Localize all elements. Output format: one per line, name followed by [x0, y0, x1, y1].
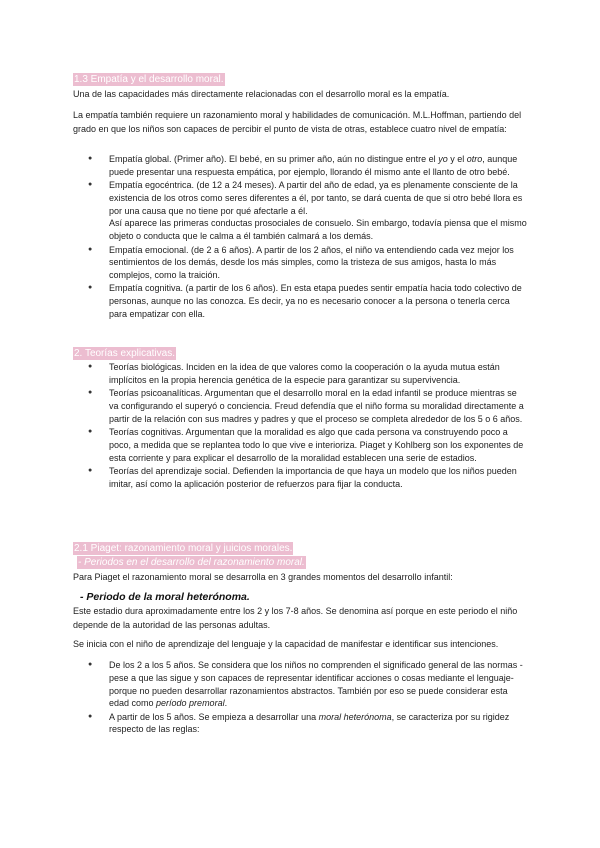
paragraph: Una de las capacidades más directamente relacionadas con el desarrollo moral es la empatía.	[73, 89, 450, 99]
heteronomous-stage-list	[73, 659, 528, 737]
subheading-heteronomous: - Periodo de la moral heterónoma.	[80, 591, 250, 603]
list-item: ● Empatía egocéntrica. (de 12 a 24 meses). A partir del año de edad, ya es plenamente consciente de la existencia de los otros como seres diferentes a él, por tanto, se dará cuenta de que si otro bebé llora es por una causa que no tiene por qué afectarle a él. Así aparece las primeras conductas prosociales de consuelo. Sin embargo, todavía piensa que el mismo objeto o conducta que le calma a él también calmará a los demás.	[73, 179, 528, 243]
paragraph: Se inicia con el niño de aprendizaje del lenguaje y la capacidad de manifestar e identificar sus intenciones.	[73, 639, 499, 649]
paragraph: Este estadio dura aproximadamente entre los 2 y los 7-8 años. Se denomina así porque en este periodo el niño depende de la autoridad de las personas adultas.	[73, 606, 518, 630]
list-item: ● Teorías psicoanalíticas. Argumentan que el desarrollo moral en la edad infantil se produce mientras se va configurando el superyó o conciencia. Freud defendía que el niño forma su moralidad directamente a partir de la relación con sus madres y padres y que el proceso se completa alrededor de los 5 o 6 años.	[73, 387, 528, 425]
section-heading-theories: 2. Teorías explicativas.	[74, 348, 175, 359]
paragraph: Para Piaget el razonamiento moral se desarrolla en 3 grandes momentos del desarrollo infantil:	[73, 572, 453, 582]
empathy-level-list	[73, 153, 528, 321]
subheading-periods: - Periodos en el desarrollo del razonamiento moral.	[78, 557, 305, 568]
list-item: ● Teorías cognitivas. Argumentan que la moralidad es algo que cada persona va construyendo poco a poco, a medida que se replantea todo lo que vive e interioriza. Piaget y Kohlberg son los exponentes de esta corriente y para explicar el desarrollo de la moralidad establecen una serie de estadios.	[73, 426, 528, 464]
list-item: ● Teorías biológicas. Inciden en la idea de que valores como la cooperación o la ayuda mutua están implícitos en la propia herencia genética de la especie para garantizar su supervivencia.	[73, 361, 528, 387]
list-item: ● Empatía emocional. (de 2 a 6 años). A partir de los 2 años, el niño va entendiendo cada vez mejor los sentimientos de los demás, desde los más simples, como la tristeza de sus amigos, hasta lo más complejos, como la traición.	[73, 244, 528, 282]
section-heading-piaget: 2.1 Piaget: razonamiento moral y juicios morales.	[74, 543, 293, 554]
list-item: ● Teorías del aprendizaje social. Defienden la importancia de que haya un modelo que los niños pueden imitar, así como la aplicación posterior de refuerzos para fijar la conducta.	[73, 465, 528, 491]
list-item: ● A partir de los 5 años. Se empieza a desarrollar una moral heterónoma, se caracteriza por su rigidez respecto de las reglas:	[73, 711, 528, 737]
theories-list	[73, 361, 528, 491]
list-item: ● De los 2 a los 5 años. Se considera que los niños no comprenden el significado general de las normas -pese a que las sigue y son capaces de representar identificar acciones o cosas mediante el lenguaje- porque no pueden desarrollar razonamientos abstractos. También por eso se puede considerar esta edad como período premoral.	[73, 659, 528, 710]
paragraph: La empatía también requiere un razonamiento moral y habilidades de comunicación. M.L.Hoffman, partiendo del grado en que los niños son capaces de percibir el punto de vista de otras, establece cuatro nivel de empatía:	[73, 110, 522, 134]
section-heading-empathy: 1.3 Empatía y el desarrollo moral.	[74, 74, 224, 85]
list-item: ● Empatía global. (Primer año). El bebé, en su primer año, aún no distingue entre el yo y el otro, aunque puede presentar una respuesta empática, por ejemplo, llorando él mismo ante el llanto de otro bebé.	[73, 153, 528, 179]
list-item: ● Empatía cognitiva. (a partir de los 6 años). En esta etapa puedes sentir empatía hacia todo colectivo de personas, aunque no las conozca. Es decir, ya no es necesario conocer a la persona o tenerla cerca para empatizar con ella.	[73, 282, 528, 320]
